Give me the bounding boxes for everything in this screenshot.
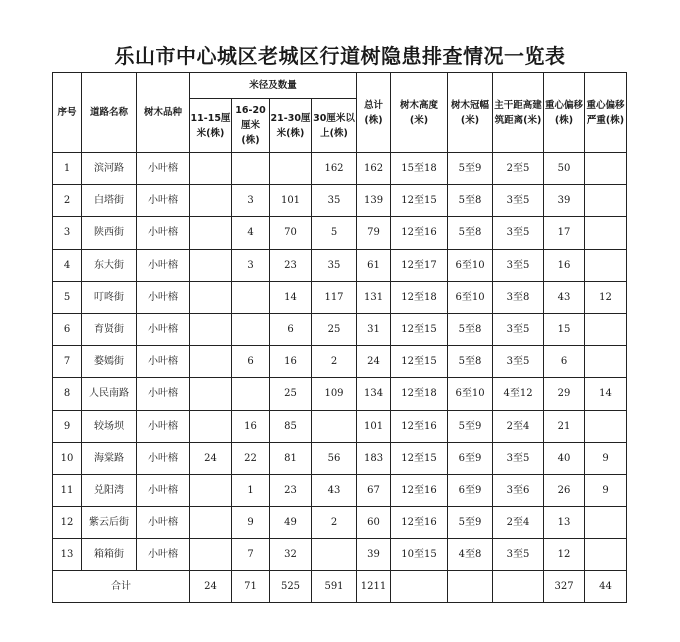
table-row — [53, 346, 627, 378]
cell-sum: 61 — [357, 249, 391, 281]
cell-no: 12 — [53, 507, 82, 539]
cell-height: 12至16 — [391, 507, 448, 539]
cell-crown: 6至9 — [448, 474, 493, 506]
cell-severe — [585, 539, 627, 571]
cell-crown: 5至8 — [448, 346, 493, 378]
cell-severe — [585, 410, 627, 442]
cell-d4: 56 — [312, 442, 357, 474]
header-shift: 重心偏移(株) — [544, 73, 585, 153]
cell-d4: 2 — [312, 346, 357, 378]
cell-d3: 14 — [270, 281, 312, 313]
cell-d1 — [190, 378, 232, 410]
cell-severe — [585, 153, 627, 185]
cell-shift: 40 — [544, 442, 585, 474]
cell-shift: 26 — [544, 474, 585, 506]
cell-dist: 3至5 — [493, 442, 544, 474]
cell-d4: 2 — [312, 507, 357, 539]
cell-d1 — [190, 474, 232, 506]
cell-d2: 22 — [232, 442, 270, 474]
table-row — [53, 281, 627, 313]
cell-d1 — [190, 410, 232, 442]
tree-hazard-table — [52, 72, 627, 603]
cell-d3: 81 — [270, 442, 312, 474]
cell-d4: 109 — [312, 378, 357, 410]
cell-crown: 5至9 — [448, 153, 493, 185]
cell-dist: 3至5 — [493, 539, 544, 571]
total-height — [391, 571, 448, 603]
cell-crown: 6至9 — [448, 442, 493, 474]
cell-d4: 162 — [312, 153, 357, 185]
header-dia-11-15: 11-15厘米(株) — [190, 99, 232, 153]
cell-height: 15至18 — [391, 153, 448, 185]
cell-d4: 43 — [312, 474, 357, 506]
cell-d2: 3 — [232, 249, 270, 281]
total-d4: 591 — [312, 571, 357, 603]
cell-dist: 3至5 — [493, 313, 544, 345]
cell-road: 育贤街 — [82, 313, 137, 345]
cell-road: 白塔街 — [82, 185, 137, 217]
cell-sum: 24 — [357, 346, 391, 378]
cell-height: 10至15 — [391, 539, 448, 571]
cell-sum: 31 — [357, 313, 391, 345]
cell-severe — [585, 507, 627, 539]
cell-d1 — [190, 313, 232, 345]
total-crown — [448, 571, 493, 603]
cell-d2: 1 — [232, 474, 270, 506]
cell-height: 12至16 — [391, 410, 448, 442]
cell-dist: 3至5 — [493, 249, 544, 281]
table-row — [53, 249, 627, 281]
table-row — [53, 153, 627, 185]
cell-road: 箱箱街 — [82, 539, 137, 571]
table-row — [53, 442, 627, 474]
cell-shift: 43 — [544, 281, 585, 313]
cell-sum: 139 — [357, 185, 391, 217]
cell-shift: 16 — [544, 249, 585, 281]
cell-shift: 6 — [544, 346, 585, 378]
cell-crown: 5至8 — [448, 217, 493, 249]
cell-species: 小叶榕 — [137, 539, 190, 571]
table-row — [53, 507, 627, 539]
page-title: 乐山市中心城区老城区行道树隐患排查情况一览表 — [114, 44, 566, 68]
cell-d3: 49 — [270, 507, 312, 539]
cell-d3: 32 — [270, 539, 312, 571]
cell-d4: 35 — [312, 185, 357, 217]
cell-road: 较场坝 — [82, 410, 137, 442]
table-row — [53, 410, 627, 442]
cell-species: 小叶榕 — [137, 153, 190, 185]
table-row — [53, 378, 627, 410]
cell-d1 — [190, 346, 232, 378]
cell-sum: 131 — [357, 281, 391, 313]
total-dist — [493, 571, 544, 603]
cell-species: 小叶榕 — [137, 217, 190, 249]
header-distance: 主干距高建筑距离(米) — [493, 73, 544, 153]
table-row — [53, 313, 627, 345]
cell-road: 海棠路 — [82, 442, 137, 474]
table-row — [53, 217, 627, 249]
cell-dist: 3至6 — [493, 474, 544, 506]
cell-no: 7 — [53, 346, 82, 378]
cell-sum: 134 — [357, 378, 391, 410]
cell-d3 — [270, 153, 312, 185]
cell-d2 — [232, 153, 270, 185]
cell-no: 5 — [53, 281, 82, 313]
header-dia-30-plus: 30厘米以上(株) — [312, 99, 357, 153]
cell-height: 12至16 — [391, 474, 448, 506]
cell-d1 — [190, 507, 232, 539]
cell-road: 婺嫣街 — [82, 346, 137, 378]
cell-no: 2 — [53, 185, 82, 217]
cell-d4 — [312, 410, 357, 442]
cell-dist: 3至5 — [493, 346, 544, 378]
cell-species: 小叶榕 — [137, 281, 190, 313]
total-d3: 525 — [270, 571, 312, 603]
cell-no: 9 — [53, 410, 82, 442]
cell-d2: 6 — [232, 346, 270, 378]
cell-shift: 12 — [544, 539, 585, 571]
cell-severe: 12 — [585, 281, 627, 313]
cell-sum: 39 — [357, 539, 391, 571]
cell-no: 3 — [53, 217, 82, 249]
cell-d3: 101 — [270, 185, 312, 217]
cell-sum: 67 — [357, 474, 391, 506]
cell-d1 — [190, 539, 232, 571]
cell-d2: 9 — [232, 507, 270, 539]
cell-dist: 2至4 — [493, 507, 544, 539]
cell-road: 兑阳湾 — [82, 474, 137, 506]
table-row — [53, 185, 627, 217]
cell-sum: 183 — [357, 442, 391, 474]
cell-height: 12至15 — [391, 346, 448, 378]
total-severe: 44 — [585, 571, 627, 603]
cell-d4: 25 — [312, 313, 357, 345]
cell-d1 — [190, 153, 232, 185]
cell-d1: 24 — [190, 442, 232, 474]
cell-d1 — [190, 281, 232, 313]
header-height: 树木高度(米) — [391, 73, 448, 153]
total-sum: 1211 — [357, 571, 391, 603]
cell-d2: 3 — [232, 185, 270, 217]
cell-road: 东大街 — [82, 249, 137, 281]
cell-shift: 39 — [544, 185, 585, 217]
total-shift: 327 — [544, 571, 585, 603]
cell-sum: 101 — [357, 410, 391, 442]
cell-shift: 50 — [544, 153, 585, 185]
total-label: 合计 — [53, 571, 190, 603]
cell-crown: 6至10 — [448, 249, 493, 281]
cell-severe: 9 — [585, 474, 627, 506]
cell-d3: 25 — [270, 378, 312, 410]
total-row — [53, 571, 627, 603]
cell-dist: 4至12 — [493, 378, 544, 410]
cell-road: 人民南路 — [82, 378, 137, 410]
header-crown: 树木冠幅(米) — [448, 73, 493, 153]
cell-height: 12至15 — [391, 313, 448, 345]
cell-sum: 162 — [357, 153, 391, 185]
cell-species: 小叶榕 — [137, 346, 190, 378]
cell-shift: 29 — [544, 378, 585, 410]
cell-species: 小叶榕 — [137, 249, 190, 281]
header-total: 总计(株) — [357, 73, 391, 153]
cell-d2 — [232, 313, 270, 345]
cell-road: 陕西街 — [82, 217, 137, 249]
cell-species: 小叶榕 — [137, 313, 190, 345]
cell-d2: 4 — [232, 217, 270, 249]
cell-shift: 21 — [544, 410, 585, 442]
total-d2: 71 — [232, 571, 270, 603]
cell-species: 小叶榕 — [137, 474, 190, 506]
cell-severe: 9 — [585, 442, 627, 474]
cell-d2 — [232, 281, 270, 313]
cell-species: 小叶榕 — [137, 442, 190, 474]
cell-d2: 16 — [232, 410, 270, 442]
cell-species: 小叶榕 — [137, 378, 190, 410]
cell-d2 — [232, 378, 270, 410]
cell-crown: 5至8 — [448, 313, 493, 345]
cell-d4: 5 — [312, 217, 357, 249]
cell-severe — [585, 185, 627, 217]
cell-dist: 2至4 — [493, 410, 544, 442]
cell-d4: 117 — [312, 281, 357, 313]
cell-d3: 23 — [270, 474, 312, 506]
cell-d3: 23 — [270, 249, 312, 281]
cell-no: 13 — [53, 539, 82, 571]
cell-crown: 4至8 — [448, 539, 493, 571]
cell-sum: 79 — [357, 217, 391, 249]
cell-height: 12至15 — [391, 442, 448, 474]
cell-height: 12至15 — [391, 185, 448, 217]
cell-dist: 3至5 — [493, 185, 544, 217]
cell-road: 叮咚街 — [82, 281, 137, 313]
cell-no: 1 — [53, 153, 82, 185]
cell-shift: 17 — [544, 217, 585, 249]
cell-no: 4 — [53, 249, 82, 281]
header-no: 序号 — [53, 73, 82, 153]
cell-severe — [585, 249, 627, 281]
header-species: 树木品种 — [137, 73, 190, 153]
cell-height: 12至16 — [391, 217, 448, 249]
cell-crown: 5至8 — [448, 185, 493, 217]
cell-height: 12至17 — [391, 249, 448, 281]
cell-d3: 16 — [270, 346, 312, 378]
cell-d1 — [190, 217, 232, 249]
cell-species: 小叶榕 — [137, 185, 190, 217]
cell-species: 小叶榕 — [137, 507, 190, 539]
cell-no: 11 — [53, 474, 82, 506]
header-dia-21-30: 21-30厘米(株) — [270, 99, 312, 153]
cell-d1 — [190, 249, 232, 281]
cell-sum: 60 — [357, 507, 391, 539]
cell-severe — [585, 313, 627, 345]
header-dia-16-20: 16-20厘米(株) — [232, 99, 270, 153]
cell-height: 12至18 — [391, 378, 448, 410]
table-row — [53, 539, 627, 571]
cell-d4: 35 — [312, 249, 357, 281]
cell-dist: 3至8 — [493, 281, 544, 313]
cell-height: 12至18 — [391, 281, 448, 313]
cell-shift: 13 — [544, 507, 585, 539]
cell-dist: 2至5 — [493, 153, 544, 185]
header-road: 道路名称 — [82, 73, 137, 153]
cell-shift: 15 — [544, 313, 585, 345]
cell-no: 8 — [53, 378, 82, 410]
cell-crown: 6至10 — [448, 378, 493, 410]
table-row — [53, 474, 627, 506]
header-shift-severe: 重心偏移严重(株) — [585, 73, 627, 153]
cell-d3: 70 — [270, 217, 312, 249]
cell-no: 10 — [53, 442, 82, 474]
total-d1: 24 — [190, 571, 232, 603]
cell-no: 6 — [53, 313, 82, 345]
cell-road: 滨河路 — [82, 153, 137, 185]
header-diameter-group: 米径及数量 — [190, 73, 357, 99]
cell-d3: 6 — [270, 313, 312, 345]
cell-crown: 5至9 — [448, 410, 493, 442]
cell-severe — [585, 217, 627, 249]
cell-d4 — [312, 539, 357, 571]
cell-road: 紫云后街 — [82, 507, 137, 539]
cell-species: 小叶榕 — [137, 410, 190, 442]
cell-severe: 14 — [585, 378, 627, 410]
cell-severe — [585, 346, 627, 378]
cell-crown: 6至10 — [448, 281, 493, 313]
cell-d1 — [190, 185, 232, 217]
cell-d3: 85 — [270, 410, 312, 442]
cell-dist: 3至5 — [493, 217, 544, 249]
cell-crown: 5至9 — [448, 507, 493, 539]
cell-d2: 7 — [232, 539, 270, 571]
